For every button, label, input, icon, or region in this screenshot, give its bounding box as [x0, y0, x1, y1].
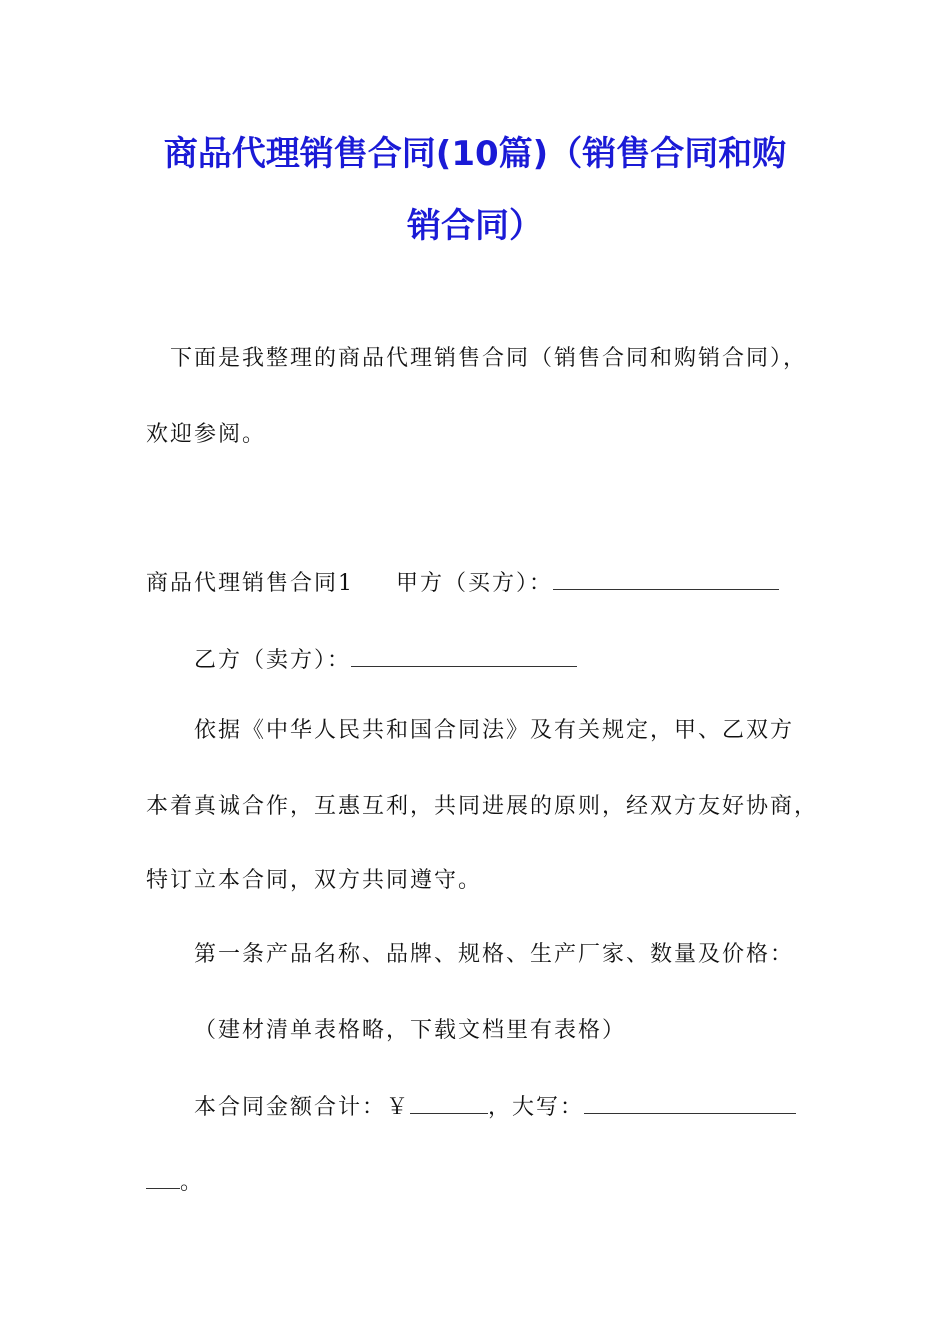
para1-line-2: 本着真诚合作，互惠互利，共同进展的原则，经双方友好协商，	[146, 794, 819, 819]
party-b-row	[194, 644, 577, 676]
intro-line-1: 下面是我整理的商品代理销售合同（销售合同和购销合同），	[170, 346, 808, 371]
party-b-label: 乙方（卖方）：	[194, 648, 352, 673]
party-a-label: 甲方（买方）：	[396, 571, 554, 596]
amount-row-continued	[146, 1166, 204, 1198]
amount-upper-label: ，大写：	[488, 1095, 585, 1120]
amount-row	[194, 1091, 796, 1123]
amount-blank	[410, 1091, 488, 1114]
amount-label: 本合同金额合计：￥	[194, 1095, 411, 1120]
party-b-blank	[351, 644, 577, 667]
party-a-row	[146, 567, 779, 599]
amount-upper-blank-continued	[146, 1166, 180, 1189]
document-title-line-2: 销合同）	[407, 206, 543, 246]
document-title-line-1: 商品代理销售合同(10篇)（销售合同和购	[163, 134, 787, 174]
amount-upper-blank	[584, 1091, 796, 1114]
intro-line-2: 欢迎参阅。	[146, 422, 267, 447]
article-1: 第一条产品名称、品牌、规格、生产厂家、数量及价格：	[194, 942, 795, 967]
para1-line-3: 特订立本合同，双方共同遵守。	[146, 868, 483, 893]
amount-period: 。	[180, 1170, 205, 1195]
para1-line-1: 依据《中华人民共和国合同法》及有关规定，甲、乙双方	[194, 718, 795, 743]
contract-heading: 商品代理销售合同1	[146, 571, 354, 596]
party-a-blank	[553, 567, 779, 590]
table-note: （建材清单表格略，下载文档里有表格）	[194, 1018, 627, 1043]
